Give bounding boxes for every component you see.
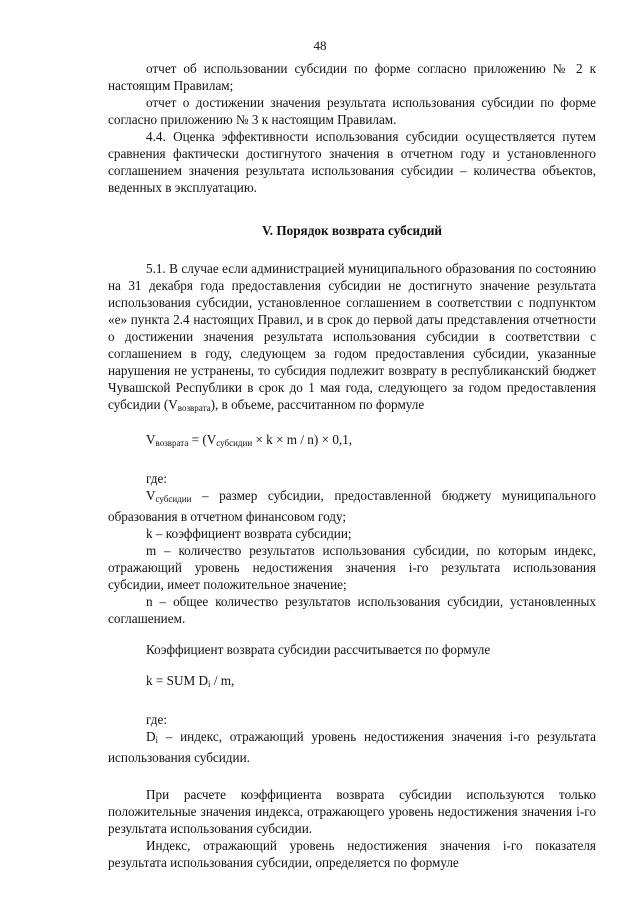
formula2-sub: i bbox=[208, 679, 211, 689]
paragraph-4-4: 4.4. Оценка эффективности использования субсидии осуществляется путем сравнения фактически достигнутого значения в отчетном году и установленного соглашением значения результата использования субсидии – количества объектов, веденных в эксплуатацию. bbox=[108, 129, 596, 195]
formula-mid: = (V bbox=[188, 432, 217, 447]
formula-sub-subsidii: субсидии bbox=[216, 438, 253, 448]
definition-v-subsidii bbox=[108, 487, 596, 525]
formula-sub-vozvrata: возврата bbox=[155, 438, 189, 448]
formula-v: V bbox=[146, 432, 156, 447]
formula2-start: k = SUM D bbox=[146, 673, 209, 688]
paragraph-5-1-text: 5.1. В случае если администрацией муниципального образования по состоянию на 31 декабря года предоставления субсидии не достигнуто значение результата использования субсидии, установленное соглашением в соответствии с подпунктом «е» пункта 2.4 настоящих Правил, и в срок до первой даты представления отчетности о достижении значения результата использования субсидии в соответствии с соглашением в году, следующем за годом предоставления субсидии, указанные нарушения не устранены, то субсидия подлежит возврату в республиканский бюджет Чувашской Республики в срок до 1 мая года, следующего за годом предоставления субсидии (V bbox=[108, 261, 596, 412]
def-v-sub: субсидии bbox=[155, 494, 192, 504]
definition-d bbox=[108, 728, 596, 766]
document-body bbox=[108, 60, 596, 871]
page-number: 48 bbox=[313, 38, 327, 53]
def-v: V bbox=[146, 488, 156, 503]
paragraph-report-usage: отчет об использовании субсидии по форме согласно приложению № 2 к настоящим Правилам; bbox=[108, 61, 596, 93]
subscript-vozvrata: возврата bbox=[177, 403, 211, 413]
def-d-sub: i bbox=[155, 735, 159, 745]
paragraph-5-1 bbox=[108, 260, 596, 417]
paragraph-report-achievement: отчет о достижении значения результата использования субсидии по форме согласно приложению № 3 к настоящим Правилам. bbox=[108, 95, 596, 127]
formula-rest: × k × m / n) × 0,1, bbox=[252, 432, 353, 447]
where-label-2: где: bbox=[146, 712, 167, 727]
formula-coefficient bbox=[108, 672, 596, 693]
definition-n: n – общее количество результатов использования субсидии, установленных соглашением. bbox=[108, 594, 596, 626]
paragraph-calculation: При расчете коэффициента возврата субсидии используются только положительные значения индекса, отражающего уровень недостижения значения i-го результата использования субсидии. bbox=[108, 787, 596, 836]
def-d-rest: – индекс, отражающий уровень недостижения значения i-го результата использования субсидии. bbox=[108, 729, 596, 765]
section-heading: V. Порядок возврата субсидий bbox=[261, 223, 443, 238]
coefficient-line: Коэффициент возврата субсидии рассчитывается по формуле bbox=[146, 642, 491, 657]
formula2-end: / m, bbox=[210, 673, 235, 688]
def-v-rest: – размер субсидии, предоставленной бюджету муниципального образования в отчетном финансовом году; bbox=[108, 488, 596, 524]
paragraph-index: Индекс, отражающий уровень недостижения значения i-го показателя результата использования субсидии, определяется по формуле bbox=[108, 838, 596, 870]
definition-m: m – количество результатов использования субсидии, по которым индекс, отражающий уровень недостижения значения i-го результата использования субсидии, имеет положительное значение; bbox=[108, 543, 596, 592]
formula-return-volume bbox=[108, 431, 596, 452]
def-d: D bbox=[146, 729, 156, 744]
paragraph-5-1-end: ), в объеме, рассчитанном по формуле bbox=[210, 397, 425, 412]
definition-k: k – коэффициент возврата субсидии; bbox=[146, 526, 352, 541]
where-label-1: где: bbox=[146, 471, 167, 486]
